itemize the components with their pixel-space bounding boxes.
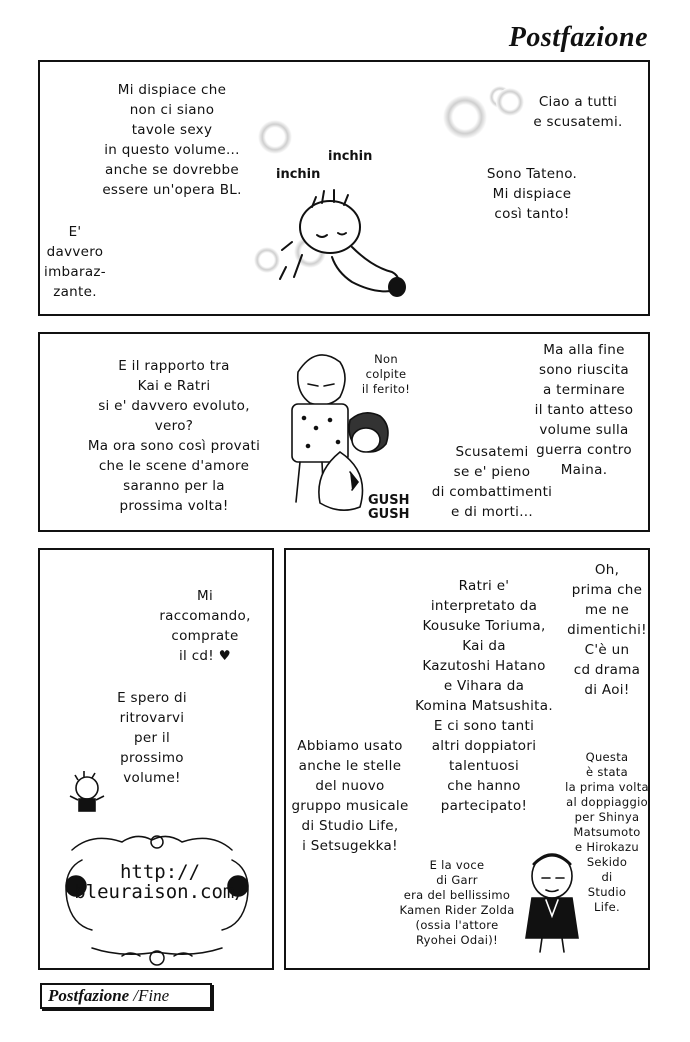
panel-3 [38, 548, 274, 970]
panel1-right-text-2: Sono Tateno. Mi dispiace così tanto! [486, 166, 578, 222]
panel4-oh-text: Oh, prima che me ne dimentichi! C'è un cd drama di Aoi! [567, 562, 647, 698]
panel-1 [38, 60, 650, 316]
panel3-text-2: E spero di ritrovarvi per il prossimo volume! [117, 690, 187, 786]
panel1-sfx-2: inchin [276, 167, 321, 182]
panel3-text-1: Mi raccomando, comprate il cd! ♥ [159, 588, 251, 664]
panel1-embarrassed-text: E' davvero imbaraz- zante. [44, 224, 106, 300]
panel4-garr-text: E la voce di Garr era del bellissimo Kamen Rider Zolda (ossia l'attore Ryohei Odai)! [399, 858, 515, 947]
panel-2 [38, 332, 650, 532]
panel2-right-text: Ma alla fine sono riuscita a terminare il tanto atteso volume sulla guerra contro Maina. [534, 342, 634, 478]
bowing-chibi-drawing [272, 177, 422, 307]
panel4-first-time-text: Questa è stata la prima volta al doppiaggio per Shinya Matsumoto e Hirokazu Sekido di Studio Life. [565, 750, 649, 914]
panel2-sfx: GUSH GUSH [368, 493, 410, 522]
footer-fine: /Fine [133, 986, 170, 1005]
panel1-sfx-1: inchin [328, 149, 373, 164]
panel1-right-text-1: Ciao a tutti e scusatemi. [533, 94, 623, 130]
panel2-bubble-text: Non colpite il ferito! [361, 352, 411, 396]
website-url[interactable]: http:// bleuraison.com/ [74, 861, 246, 903]
panel4-band-text: Abbiamo usato anche le stelle del nuovo gruppo musicale di Studio Life, i Setsugekka! [291, 738, 409, 854]
page-title: Postfazione [508, 22, 648, 53]
panel-4 [284, 548, 650, 970]
panel2-left-text: E il rapporto tra Kai e Ratri si e' davvero evoluto, vero? Ma ora sono così provati che le scene d'amore saranno per la prossima volta! [87, 358, 261, 514]
footer-title: Postfazione [48, 986, 130, 1005]
small-chibi-drawing [62, 768, 112, 818]
panel1-left-text: Mi dispiace che non ci siano tavole sexy in questo volume... anche se dovrebbe essere un'opera BL. [102, 82, 242, 198]
chibi-actor-drawing [512, 846, 592, 956]
panel2-apology-text: Scusatemi se e' pieno di combattimenti e di morti... [431, 444, 553, 520]
panel4-cast-text: Ratri e' interpretato da Kousuke Toriuma, Kai da Kazutoshi Hatano e Vihara da Komina Matsushita. E ci sono tanti altri doppiatori talentuosi che hanno partecipato! [415, 578, 553, 814]
kai-ratri-drawing [270, 342, 410, 522]
footer-label [40, 983, 212, 1009]
